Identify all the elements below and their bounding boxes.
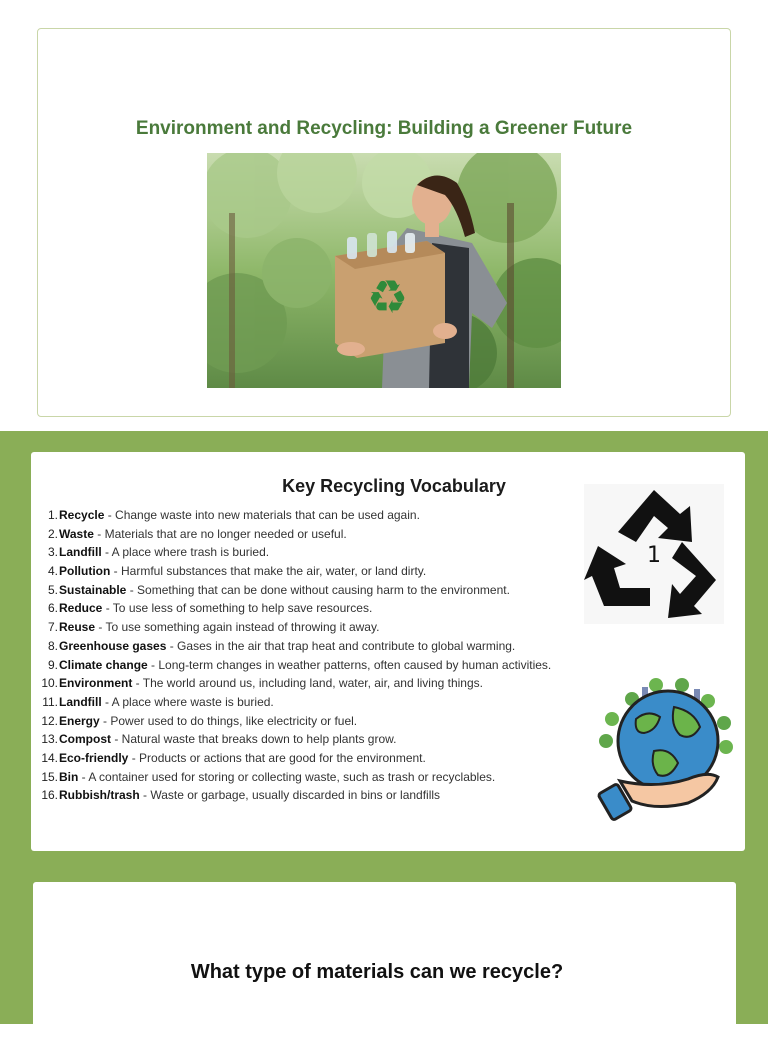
item-definition: - To use something again instead of throwing it away.	[95, 620, 380, 635]
item-number: 2.	[47, 526, 58, 541]
vocabulary-item	[31, 749, 621, 768]
vocabulary-item	[31, 562, 621, 581]
hero-image	[207, 153, 561, 388]
vocabulary-item	[31, 786, 621, 805]
vocabulary-item	[31, 693, 621, 712]
item-term: Climate change	[59, 657, 148, 672]
item-definition: - A container used for storing or collecting waste, such as trash or recyclables.	[78, 769, 496, 784]
item-number: 11.	[42, 694, 58, 709]
item-text	[59, 618, 379, 637]
item-term: Compost	[59, 732, 111, 747]
item-number: 3.	[47, 545, 58, 560]
item-term: Eco-friendly	[59, 750, 129, 765]
recycle-icon	[584, 484, 724, 624]
item-number: 1.	[47, 508, 58, 522]
item-term: Energy	[59, 713, 100, 728]
item-text	[59, 656, 551, 675]
item-definition: - Something that can be done without causing harm to the environment.	[126, 582, 510, 597]
title-card	[37, 28, 731, 417]
item-term: Bin	[59, 769, 79, 784]
materials-title: What type of materials can we recycle?	[190, 961, 564, 983]
item-definition: - Power used to do things, like electricity or fuel.	[99, 713, 358, 728]
box-recycle-icon: ♻	[367, 270, 409, 324]
vocabulary-item	[31, 712, 621, 731]
item-text	[59, 693, 274, 712]
vocabulary-list	[31, 506, 621, 805]
item-definition: - Gases in the air that trap heat and contribute to global warming.	[166, 638, 516, 653]
item-text	[59, 786, 440, 805]
item-term: Recycle	[59, 508, 105, 522]
item-number: 4.	[47, 564, 58, 579]
item-term: Landfill	[59, 694, 102, 709]
item-number: 10.	[41, 676, 58, 691]
item-number: 5.	[47, 582, 58, 597]
item-text	[59, 599, 372, 618]
item-number: 13.	[41, 732, 58, 747]
item-term: Environment	[59, 676, 133, 691]
item-definition: - Long-term changes in weather patterns, often caused by human activities.	[147, 657, 552, 672]
item-term: Greenhouse gases	[59, 638, 167, 653]
vocabulary-item	[31, 599, 621, 618]
item-text	[59, 543, 269, 562]
item-number: 15.	[41, 769, 58, 784]
vocabulary-item	[31, 656, 621, 675]
earth-in-hand-icon	[596, 671, 736, 823]
vocabulary-card	[31, 452, 745, 851]
item-term: Pollution	[59, 564, 111, 579]
vocabulary-item	[31, 543, 621, 562]
item-definition: - Products or actions that are good for the environment.	[128, 750, 426, 765]
item-text	[59, 562, 426, 581]
item-text	[59, 749, 426, 768]
item-definition: - Harmful substances that make the air, water, or land dirty.	[110, 564, 427, 579]
item-term: Rubbish/trash	[59, 788, 140, 803]
item-definition: - A place where waste is buried.	[101, 694, 274, 709]
item-text	[59, 506, 420, 525]
item-text	[59, 730, 397, 749]
item-term: Reuse	[59, 620, 96, 635]
vocabulary-item	[31, 674, 621, 693]
item-term: Waste	[59, 526, 94, 541]
item-text	[59, 768, 495, 787]
vocabulary-item	[31, 618, 621, 637]
item-number: 12.	[41, 713, 58, 728]
item-number: 7.	[47, 620, 58, 635]
item-definition: - A place where trash is buried.	[101, 545, 270, 560]
vocabulary-item	[31, 730, 621, 749]
item-number: 14.	[41, 750, 58, 765]
item-definition: - To use less of something to help save resources.	[102, 601, 373, 616]
vocabulary-item	[31, 637, 621, 656]
materials-card	[33, 882, 736, 1042]
item-text	[59, 525, 347, 544]
item-definition: - The world around us, including land, water, air, and living things.	[132, 676, 483, 691]
header-section	[0, 0, 768, 431]
item-text	[59, 712, 357, 731]
page-title: Environment and Recycling: Building a Greener Future	[135, 118, 633, 139]
item-number: 6.	[47, 601, 58, 616]
item-term: Sustainable	[59, 582, 127, 597]
content-section	[0, 431, 768, 1024]
item-definition: - Waste or garbage, usually discarded in bins or landfills	[139, 788, 441, 803]
recycle-number: 1	[647, 543, 661, 568]
item-number: 16.	[41, 788, 58, 803]
vocabulary-title: Key Recycling Vocabulary	[282, 476, 506, 496]
item-number: 9.	[47, 657, 58, 672]
item-text	[59, 674, 483, 693]
vocabulary-item	[31, 506, 621, 525]
item-definition: - Materials that are no longer needed or useful.	[93, 526, 347, 541]
item-term: Landfill	[59, 545, 102, 560]
vocabulary-item	[31, 581, 621, 600]
item-text	[59, 637, 515, 656]
vocabulary-item	[31, 525, 621, 544]
item-term: Reduce	[59, 601, 103, 616]
item-text	[59, 581, 510, 600]
item-definition: - Change waste into new materials that can be used again.	[104, 508, 420, 522]
item-number: 8.	[47, 638, 58, 653]
cardboard-box	[335, 231, 457, 358]
item-definition: - Natural waste that breaks down to help plants grow.	[111, 732, 397, 747]
vocabulary-item	[31, 768, 621, 787]
